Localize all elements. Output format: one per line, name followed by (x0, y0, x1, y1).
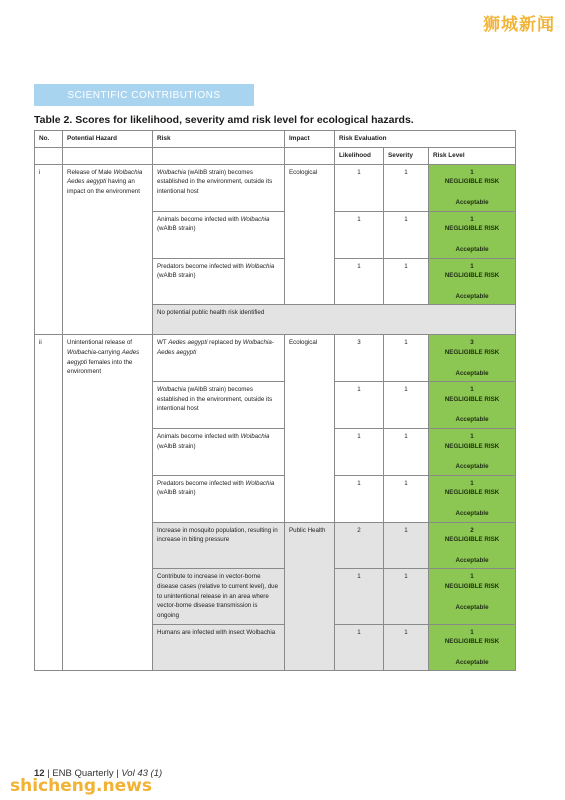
severity-value: 1 (384, 569, 429, 624)
impact-category: Ecological (285, 335, 335, 522)
risk-score: 1 (470, 479, 474, 487)
header-likelihood: Likelihood (335, 147, 384, 164)
risk-description: Animals become infected with Wolbachia (wAlbB strain) (153, 428, 285, 475)
risk-description: Wolbachia (wAlbB strain) becomes established in the environment, outside its intentional host (153, 164, 285, 211)
acceptability: Acceptable (455, 510, 489, 518)
table-title: Table 2. Scores for likelihood, severity amd risk level for ecological hazards. (34, 114, 414, 126)
risk-level-label: NEGLIGIBLE RISK (444, 348, 500, 356)
likelihood-value: 2 (335, 522, 384, 569)
risk-level-label: NEGLIGIBLE RISK (444, 536, 500, 544)
section-banner: SCIENTIFIC CONTRIBUTIONS (34, 84, 254, 106)
potential-hazard: Unintentional release of Wolbachia-carrying Aedes aegypti females into the environment (63, 335, 153, 671)
header-severity: Severity (384, 147, 429, 164)
risk-level-label: NEGLIGIBLE RISK (444, 272, 500, 280)
potential-hazard: Release of Male Wolbachia Aedes aegypti having an impact on the environment (63, 164, 153, 334)
header-no: No. (35, 131, 63, 148)
header-risk-evaluation: Risk Evaluation (335, 131, 516, 148)
risk-level-cell (429, 211, 516, 258)
hazard-table (34, 130, 516, 671)
hazard-number: ii (35, 335, 63, 671)
likelihood-value: 1 (335, 382, 384, 429)
header-blank (35, 147, 63, 164)
risk-level-label: NEGLIGIBLE RISK (444, 638, 500, 646)
severity-value: 1 (384, 522, 429, 569)
acceptability: Acceptable (455, 556, 489, 564)
risk-level-label: NEGLIGIBLE RISK (444, 442, 500, 450)
volume: Vol 43 (1) (121, 768, 163, 779)
likelihood-value: 1 (335, 164, 384, 211)
impact-category: Public Health (285, 522, 335, 671)
hazard-number: i (35, 164, 63, 334)
watermark-bottom: shicheng.news (10, 776, 152, 796)
risk-level-label: NEGLIGIBLE RISK (444, 395, 500, 403)
footer-separator: | (113, 768, 122, 779)
acceptability: Acceptable (455, 245, 489, 253)
acceptability: Acceptable (455, 603, 489, 611)
header-risk: Risk (153, 131, 285, 148)
risk-score: 1 (470, 215, 474, 223)
risk-level-cell (429, 335, 516, 382)
risk-description: Increase in mosquito population, resulting in increase in biting pressure (153, 522, 285, 569)
likelihood-value: 3 (335, 335, 384, 382)
severity-value: 1 (384, 258, 429, 305)
likelihood-value: 1 (335, 569, 384, 624)
header-blank (153, 147, 285, 164)
acceptability: Acceptable (455, 416, 489, 424)
risk-score: 1 (470, 628, 474, 636)
impact-category: Ecological (285, 164, 335, 304)
risk-description: Humans are infected with insect Wolbachia (153, 624, 285, 671)
risk-score: 2 (470, 526, 474, 534)
severity-value: 1 (384, 428, 429, 475)
acceptability: Acceptable (455, 292, 489, 300)
risk-score: 1 (470, 432, 474, 440)
risk-score: 1 (470, 262, 474, 270)
acceptability: Acceptable (455, 199, 489, 207)
likelihood-value: 1 (335, 211, 384, 258)
severity-value: 1 (384, 335, 429, 382)
risk-description: Predators become infected with Wolbachia (wAlbB strain) (153, 475, 285, 522)
watermark-top: 狮城新闻 (483, 15, 555, 35)
risk-level-cell (429, 258, 516, 305)
risk-description: Wolbachia (wAlbB strain) becomes established in the environment, outside its intentional host (153, 382, 285, 429)
severity-value: 1 (384, 382, 429, 429)
header-blank (285, 147, 335, 164)
risk-score: 1 (470, 168, 474, 176)
journal-name: ENB Quarterly (52, 768, 114, 779)
header-risk-level: Risk Level (429, 147, 516, 164)
risk-description: Contribute to increase in vector-borne disease cases (relative to current level), due to unintentional release in an area where vector-borne disease transmission is ongoing (153, 569, 285, 624)
likelihood-value: 1 (335, 475, 384, 522)
risk-level-cell (429, 164, 516, 211)
risk-description: Animals become infected with Wolbachia (wAlbB strain) (153, 211, 285, 258)
risk-level-label: NEGLIGIBLE RISK (444, 489, 500, 497)
risk-score: 1 (470, 386, 474, 394)
likelihood-value: 1 (335, 624, 384, 671)
likelihood-value: 1 (335, 258, 384, 305)
header-impact: Impact (285, 131, 335, 148)
table-row (35, 164, 516, 211)
risk-level-cell (429, 382, 516, 429)
group-note: No potential public health risk identified (153, 305, 516, 335)
risk-level-cell (429, 475, 516, 522)
risk-score: 3 (470, 339, 474, 347)
risk-level-label: NEGLIGIBLE RISK (444, 583, 500, 591)
severity-value: 1 (384, 475, 429, 522)
risk-level-cell (429, 428, 516, 475)
page-number: 12 (34, 768, 45, 779)
severity-value: 1 (384, 211, 429, 258)
risk-level-label: NEGLIGIBLE RISK (444, 178, 500, 186)
likelihood-value: 1 (335, 428, 384, 475)
severity-value: 1 (384, 164, 429, 211)
acceptability: Acceptable (455, 463, 489, 471)
risk-description: WT Aedes aegypti replaced by Wolbachia-Aedes aegypti (153, 335, 285, 382)
risk-level-cell (429, 624, 516, 671)
table-row (35, 335, 516, 382)
footer-separator: | (44, 768, 53, 779)
risk-score: 1 (470, 573, 474, 581)
header-blank (63, 147, 153, 164)
acceptability: Acceptable (455, 658, 489, 666)
risk-description: Predators become infected with Wolbachia (wAlbB strain) (153, 258, 285, 305)
severity-value: 1 (384, 624, 429, 671)
risk-level-cell (429, 522, 516, 569)
risk-level-cell (429, 569, 516, 624)
header-hazard: Potential Hazard (63, 131, 153, 148)
risk-level-label: NEGLIGIBLE RISK (444, 225, 500, 233)
acceptability: Acceptable (455, 369, 489, 377)
